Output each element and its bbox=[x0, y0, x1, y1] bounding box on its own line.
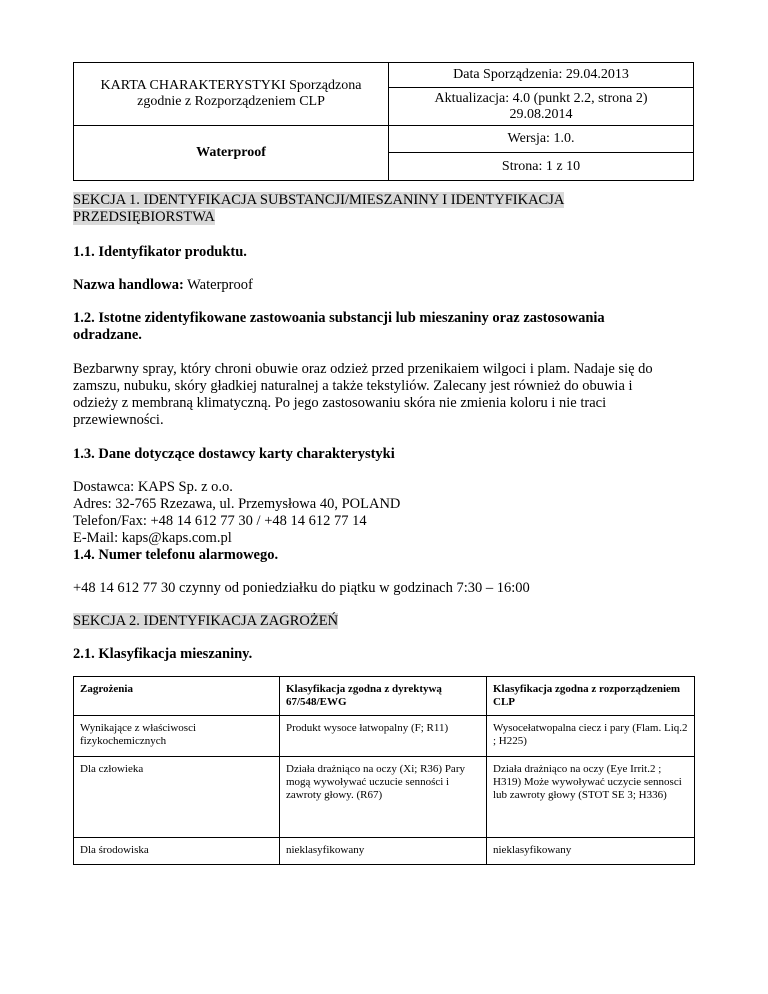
table-cell: nieklasyfikowany bbox=[280, 838, 487, 865]
table-cell: Produkt wysoce łatwopalny (F; R11) bbox=[280, 716, 487, 757]
s12-text-line1: Bezbarwny spray, który chroni obuwie oraz odzież przed przenikaiem wilgoci i plam. Nadaje się do bbox=[73, 361, 653, 377]
document-header-table bbox=[73, 62, 694, 181]
header-update-line1: Aktualizacja: 4.0 (punkt 2.2, strona 2) bbox=[434, 90, 648, 106]
table-cell: nieklasyfikowany bbox=[487, 838, 695, 865]
s13-heading: 1.3. Dane dotyczące dostawcy karty charakterystyki bbox=[73, 446, 395, 462]
table-row bbox=[74, 838, 695, 865]
supplier-block bbox=[73, 479, 400, 547]
table-cell: Wynikające z właściwosci fizykochemicznych bbox=[74, 716, 280, 757]
header-page-number: Strona: 1 z 10 bbox=[389, 153, 694, 181]
section2-title bbox=[73, 613, 338, 630]
s12-heading-line1: 1.2. Istotne zidentyfikowane zastowoania substancji lub mieszaniny oraz zastosowania bbox=[73, 310, 605, 326]
s12-text-line4: przewiewności. bbox=[73, 412, 164, 428]
supplier-email: E-Mail: kaps@kaps.com.pl bbox=[73, 530, 232, 546]
s12-text-line3: odzieży z membraną klimatyczną. Po jego zastosowaniu skóra nie zmienia koloru i nie traci bbox=[73, 395, 607, 411]
s12-text-line2: zamszu, nubuku, skóry gładkiej naturalnej a także tekstyliów. Zalecany jest również do obuwia i bbox=[73, 378, 633, 394]
table-row bbox=[74, 716, 695, 757]
trade-name bbox=[73, 277, 253, 294]
classification-table bbox=[73, 676, 695, 865]
s12-description bbox=[73, 361, 653, 429]
supplier-name: Dostawca: KAPS Sp. z o.o. bbox=[73, 479, 233, 495]
s11-heading: 1.1. Identyfikator produktu. bbox=[73, 244, 247, 260]
section1-title-line1: SEKCJA 1. IDENTYFIKACJA SUBSTANCJI/MIESZANINY I IDENTYFIKACJA bbox=[73, 192, 565, 208]
section1-title-line2: PRZEDSIĘBIORSTWA bbox=[73, 209, 215, 225]
section2-title-text: SEKCJA 2. IDENTYFIKACJA ZAGROŻEŃ bbox=[73, 613, 339, 629]
section1-title bbox=[73, 192, 564, 226]
header-date: Data Sporządzenia: 29.04.2013 bbox=[389, 63, 694, 88]
s12-heading bbox=[73, 310, 605, 344]
supplier-address: Adres: 32-765 Rzezawa, ul. Przemysłowa 40, POLAND bbox=[73, 496, 401, 512]
header-update bbox=[389, 88, 694, 126]
table-header-cell: Zagrożenia bbox=[74, 677, 280, 716]
header-product-name: Waterproof bbox=[74, 126, 389, 181]
table-cell: Dla środowiska bbox=[74, 838, 280, 865]
table-cell: Działa drażniąco na oczy (Xi; R36) Pary mogą wywoływać uczucie senności i zawroty głowy. (R67) bbox=[280, 757, 487, 838]
table-header-cell: Klasyfikacja zgodna z dyrektywą 67/548/EWG bbox=[280, 677, 487, 716]
table-row bbox=[74, 757, 695, 838]
supplier-phone: Telefon/Fax: +48 14 612 77 30 / +48 14 612 77 14 bbox=[73, 513, 367, 529]
table-cell: Działa drażniąco na oczy (Eye Irrit.2 ; H319) Może wywoływać uczycie sennosci lub zawroty głowy (STOT SE 3; H336) bbox=[487, 757, 695, 838]
header-update-line2: 29.08.2014 bbox=[509, 106, 573, 122]
s21-heading: 2.1. Klasyfikacja mieszaniny. bbox=[73, 646, 253, 662]
trade-name-label: Nazwa handlowa: bbox=[73, 277, 184, 293]
table-cell: Dla człowieka bbox=[74, 757, 280, 838]
s12-heading-line2: odradzane. bbox=[73, 327, 142, 343]
table-cell: Wysocełatwopalna ciecz i pary (Flam. Liq.2 ; H225) bbox=[487, 716, 695, 757]
table-header-row bbox=[74, 677, 695, 716]
trade-name-value: Waterproof bbox=[183, 277, 253, 293]
header-document-type: KARTA CHARAKTERYSTYKI Sporządzona zgodnie z Rozporządzeniem CLP bbox=[74, 63, 389, 126]
table-header-cell: Klasyfikacja zgodna z rozporządzeniem CLP bbox=[487, 677, 695, 716]
emergency-phone: +48 14 612 77 30 czynny od poniedziałku do piątku w godzinach 7:30 – 16:00 bbox=[73, 580, 530, 596]
header-version: Wersja: 1.0. bbox=[389, 126, 694, 153]
s14-heading: 1.4. Numer telefonu alarmowego. bbox=[73, 547, 279, 563]
